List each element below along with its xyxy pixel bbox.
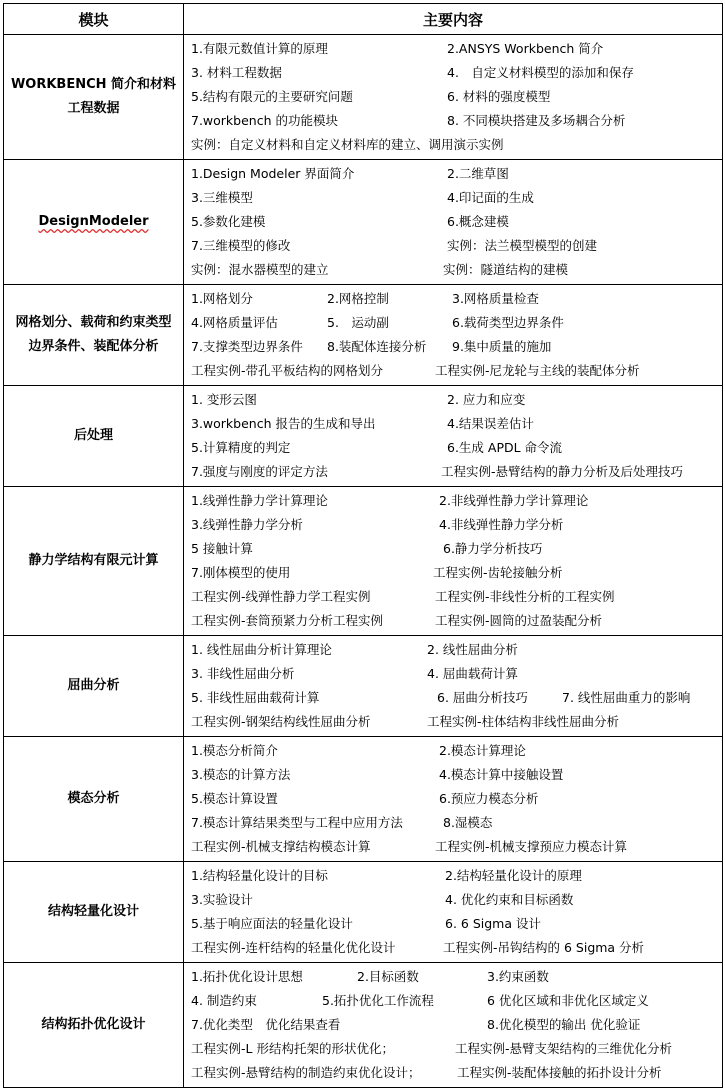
content-item: 4.结果误差估计	[447, 416, 534, 431]
content-item: 4.印记面的生成	[447, 190, 534, 205]
module-name: 静力学结构有限元计算	[28, 553, 159, 568]
content-item: 7.优化类型 优化结果查看	[191, 1017, 341, 1032]
module-cell	[4, 386, 184, 487]
content-item: 工程实例-悬臂支架结构的三维优化分析	[455, 1041, 673, 1056]
content-line	[191, 638, 722, 662]
content-item: 工程实例-套筒预紧力分析工程实例	[191, 613, 384, 628]
content-line	[191, 710, 722, 734]
content-line	[191, 888, 722, 912]
content-item: 3.网格质量检查	[452, 291, 539, 306]
content-item: 7. 线性屈曲重力的影响	[562, 690, 691, 705]
content-item: 6.生成 APDL 命令流	[447, 440, 563, 455]
module-cell	[4, 487, 184, 636]
content-line	[191, 787, 722, 811]
content-item: 工程实例-带孔平板结构的网格划分	[191, 363, 384, 378]
content-item: 6. 屈曲分析技巧	[437, 690, 528, 705]
content-item: 工程实例-机械支撑结构模态计算	[191, 839, 371, 854]
content-line	[191, 489, 722, 513]
content-line	[191, 965, 722, 989]
content-item: 7.支撑类型边界条件	[191, 339, 303, 354]
content-item: 工程实例-连杆结构的轻量化优化设计	[191, 940, 396, 955]
module-cell	[4, 963, 184, 1088]
module-name: 结构拓扑优化设计	[41, 1017, 146, 1032]
content-item: 5. 运动副	[327, 315, 389, 330]
content-line	[191, 210, 722, 234]
content-item: 实例：隧道结构的建模	[443, 262, 569, 277]
content-item: 2.非线弹性静力学计算理论	[439, 493, 589, 508]
content-item: 工程实例-非线性分析的工程实例	[435, 589, 615, 604]
content-item: 5 接触计算	[191, 541, 253, 556]
content-item: 5.计算精度的判定	[191, 440, 291, 455]
course-outline-table	[3, 3, 723, 1088]
module-name: 后处理	[73, 428, 113, 443]
content-item: 5.拓扑优化工作流程	[322, 993, 434, 1008]
content-line	[191, 61, 722, 85]
content-line	[191, 311, 722, 335]
content-cell	[184, 35, 723, 160]
content-item: 3.实验设计	[191, 892, 253, 907]
content-item: 2.网格控制	[327, 291, 389, 306]
content-line	[191, 359, 722, 383]
table-row	[4, 285, 723, 386]
content-item: 3.线弹性静力学分析	[191, 517, 303, 532]
content-item: 4.模态计算中接触设置	[439, 767, 564, 782]
table-row	[4, 35, 723, 160]
header-row	[4, 4, 723, 35]
content-line	[191, 763, 722, 787]
module-cell	[4, 35, 184, 160]
content-item: 4. 制造约束	[191, 993, 257, 1008]
content-line	[191, 412, 722, 436]
content-item: 4.网格质量评估	[191, 315, 278, 330]
content-item: 实例：自定义材料和自定义材料库的建立、调用演示实例	[191, 137, 504, 152]
content-item: 3. 非线性屈曲分析	[191, 666, 295, 681]
content-item: 工程实例-机械支撑预应力模态计算	[435, 839, 628, 854]
content-cell	[184, 737, 723, 862]
table-row	[4, 386, 723, 487]
content-line	[191, 513, 722, 537]
content-item: 7.workbench 的功能模块	[191, 113, 338, 128]
content-item: 工程实例-钢架结构线性屈曲分析	[191, 714, 371, 729]
content-cell	[184, 160, 723, 285]
content-item: 2.结构轻量化设计的原理	[445, 868, 582, 883]
content-item: 2.ANSYS Workbench 简介	[447, 41, 604, 56]
content-item: 3.模态的计算方法	[191, 767, 291, 782]
content-item: 6 优化区域和非优化区域定义	[487, 993, 649, 1008]
content-line	[191, 335, 722, 359]
content-line	[191, 609, 722, 633]
module-cell	[4, 636, 184, 737]
module-name: 结构轻量化设计	[47, 904, 139, 919]
content-line	[191, 864, 722, 888]
content-item: 2.模态计算理论	[439, 743, 526, 758]
content-item: 5.参数化建模	[191, 214, 266, 229]
content-line	[191, 258, 722, 282]
content-item: 工程实例-柱体结构非线性屈曲分析	[427, 714, 620, 729]
content-item: 5.基于响应面法的轻量化设计	[191, 916, 353, 931]
content-item: 实例：混水器模型的建立	[191, 262, 329, 277]
content-item: 6. 材料的强度模型	[447, 89, 551, 104]
content-line	[191, 186, 722, 210]
table-row	[4, 636, 723, 737]
content-line	[191, 561, 722, 585]
module-cell	[4, 160, 184, 285]
content-item: 工程实例-圆筒的过盈装配分析	[435, 613, 603, 628]
content-item: 工程实例-吊钩结构的 6 Sigma 分析	[443, 940, 645, 955]
module-name: WORKBENCH 简介和材料工程数据	[10, 77, 177, 116]
content-item: 5.结构有限元的主要研究问题	[191, 89, 353, 104]
content-item: 4.非线弹性静力学分析	[439, 517, 564, 532]
content-line	[191, 811, 722, 835]
content-line	[191, 234, 722, 258]
content-item: 1. 线性屈曲分析计算理论	[191, 642, 332, 657]
content-line	[191, 1013, 722, 1037]
content-item: 2.二维草图	[447, 166, 509, 181]
table-row	[4, 963, 723, 1088]
content-line	[191, 989, 722, 1013]
table-row	[4, 160, 723, 285]
module-cell	[4, 285, 184, 386]
module-cell	[4, 862, 184, 963]
table-row	[4, 737, 723, 862]
content-item: 工程实例-齿轮接触分析	[433, 565, 563, 580]
content-item: 6.预应力模态分析	[439, 791, 539, 806]
content-line	[191, 37, 722, 61]
content-line	[191, 460, 722, 484]
content-cell	[184, 487, 723, 636]
content-item: 5. 非线性屈曲载荷计算	[191, 690, 320, 705]
content-line	[191, 912, 722, 936]
content-item: 6.静力学分析技巧	[443, 541, 543, 556]
content-item: 5.模态计算设置	[191, 791, 278, 806]
content-item: 6. 6 Sigma 设计	[445, 916, 541, 931]
content-item: 2. 应力和应变	[447, 392, 526, 407]
content-item: 工程实例-悬臂结构的制造约束优化设计；	[191, 1065, 421, 1080]
content-line	[191, 686, 722, 710]
content-item: 8. 不同模块搭建及多场耦合分析	[447, 113, 626, 128]
content-line	[191, 109, 722, 133]
content-item: 工程实例-尼龙轮与主线的装配体分析	[435, 363, 640, 378]
content-item: 2.目标函数	[357, 969, 419, 984]
content-item: 3.三维模型	[191, 190, 253, 205]
content-line	[191, 1037, 722, 1061]
content-line	[191, 662, 722, 686]
content-item: 1.模态分析简介	[191, 743, 278, 758]
content-cell	[184, 862, 723, 963]
content-item: 1. 变形云图	[191, 392, 257, 407]
content-item: 6.载荷类型边界条件	[452, 315, 564, 330]
content-item: 工程实例-悬臂结构的静力分析及后处理技巧	[441, 464, 684, 479]
content-cell	[184, 636, 723, 737]
content-item: 8.湿模态	[443, 815, 493, 830]
content-item: 7.模态计算结果类型与工程中应用方法	[191, 815, 403, 830]
content-item: 1.有限元数值计算的原理	[191, 41, 328, 56]
module-cell	[4, 737, 184, 862]
content-line	[191, 936, 722, 960]
content-item: 4. 优化约束和目标函数	[445, 892, 574, 907]
content-cell	[184, 963, 723, 1088]
content-item: 7.强度与刚度的评定方法	[191, 464, 328, 479]
content-item: 1.线弹性静力学计算理论	[191, 493, 328, 508]
content-item: 工程实例-L 形结构托架的形状优化；	[191, 1041, 394, 1056]
content-item: 8.装配体连接分析	[327, 339, 427, 354]
content-item: 1.结构轻量化设计的目标	[191, 868, 328, 883]
content-line	[191, 436, 722, 460]
content-item: 9.集中质量的施加	[452, 339, 552, 354]
content-item: 1.网格划分	[191, 291, 253, 306]
content-item: 实例：法兰模型模型的创建	[447, 238, 598, 253]
content-cell	[184, 285, 723, 386]
table-row	[4, 487, 723, 636]
content-item: 7.三维模型的修改	[191, 238, 291, 253]
module-name: DesignModeler	[38, 214, 149, 229]
content-line	[191, 585, 722, 609]
content-line	[191, 1061, 722, 1085]
content-column-header: 主要内容	[184, 4, 723, 35]
content-line	[191, 162, 722, 186]
content-line	[191, 835, 722, 859]
content-line	[191, 388, 722, 412]
content-item: 1.Design Modeler 界面简介	[191, 166, 355, 181]
content-item: 3. 材料工程数据	[191, 65, 282, 80]
module-column-header: 模块	[4, 4, 184, 35]
content-item: 工程实例-装配体接触的拓扑设计分析	[457, 1065, 662, 1080]
module-name: 网格划分、载荷和约束类型边界条件、装配体分析	[15, 315, 172, 354]
content-item: 1.拓扑优化设计思想	[191, 969, 303, 984]
content-item: 6.概念建模	[447, 214, 509, 229]
content-item: 7.刚体模型的使用	[191, 565, 291, 580]
content-line	[191, 133, 722, 157]
content-item: 4. 自定义材料模型的添加和保存	[447, 65, 634, 80]
content-cell	[184, 386, 723, 487]
content-line	[191, 537, 722, 561]
content-line	[191, 287, 722, 311]
table-row	[4, 862, 723, 963]
content-line	[191, 85, 722, 109]
content-item: 工程实例-线弹性静力学工程实例	[191, 589, 371, 604]
module-name: 模态分析	[67, 791, 120, 806]
module-name: 屈曲分析	[67, 678, 120, 693]
content-item: 3.约束函数	[487, 969, 549, 984]
content-item: 4. 屈曲载荷计算	[427, 666, 518, 681]
content-line	[191, 739, 722, 763]
content-item: 8.优化模型的输出 优化验证	[487, 1017, 641, 1032]
content-item: 2. 线性屈曲分析	[427, 642, 518, 657]
content-item: 3.workbench 报告的生成和导出	[191, 416, 376, 431]
